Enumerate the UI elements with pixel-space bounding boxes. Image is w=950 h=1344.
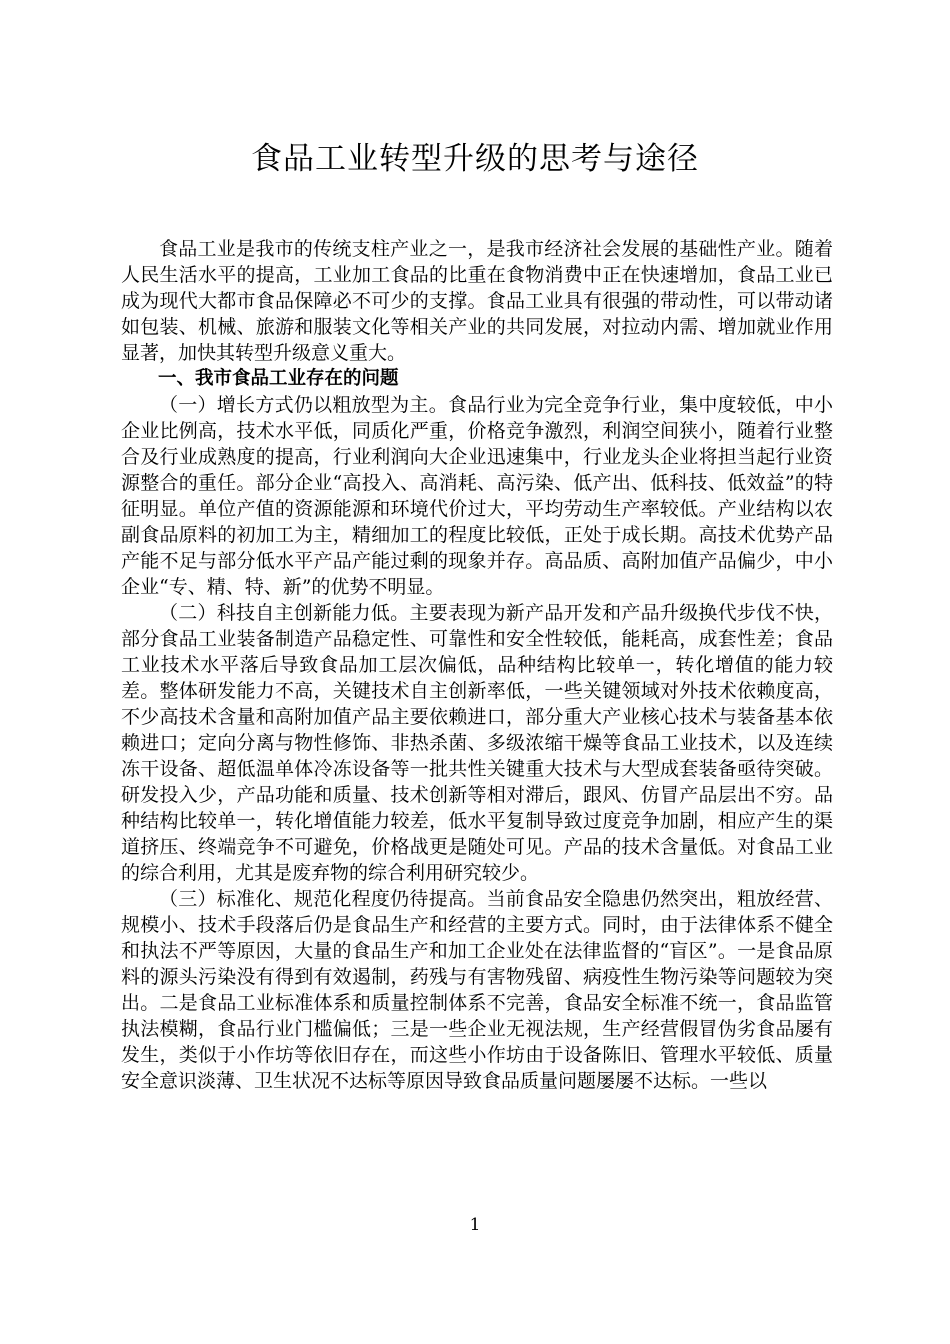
subsection-1-lead: （一）增长方式仍以粗放型为主。 (159, 394, 448, 416)
subsection-3-paragraph (121, 886, 833, 1094)
subsection-2-lead: （二）科技自主创新能力低。 (159, 602, 410, 624)
subsection-2-text: 主要表现为新产品开发和产品升级换代步伐不快，部分食品工业装备制造产品稳定性、可靠性和安全性较低，能耗高，成套性差；食品工业技术水平落后导致食品加工层次偏低，品种结构比较单一，转化增值的能力较差。整体研发能力不高，关键技术自主创新率低，一些关键领域对外技术依赖度高，不少高技术含量和高附加值产品主要依赖进口，部分重大产业核心技术与装备基本依赖进口；定向分离与物性修饰、非热杀菌、多级浓缩干燥等食品工业技术，以及连续冻干设备、超低温单体冷冻设备等一批共性关键重大技术与大型成套装备亟待突破。研发投入少，产品功能和质量、技术创新等相对滞后，跟风、仿冒产品层出不穷。品种结构比较单一，转化增值能力较差，低水平复制导致过度竞争加剧，相应产生的渠道挤压、终端竞争不可避免，价格战更是随处可见。产品的技术含量低。对食品工业的综合利用，尤其是废弃物的综合利用研究较少。 (121, 602, 833, 884)
document-body (121, 236, 833, 1094)
document-title: 食品工业转型升级的思考与途径 (251, 141, 699, 177)
subsection-2-paragraph (121, 600, 833, 886)
subsection-1-text: 食品行业为完全竞争行业，集中度较低，中小企业比例高，技术水平低，同质化严重，价格竞争激烈，利润空间狭小，随着行业整合及行业成熟度的提高，行业利润向大企业迅速集中，行业龙头企业将担当起行业资源整合的重任。部分企业“高投入、高消耗、高污染、低产出、低科技、低效益”的特征明显。单位产值的资源能源和环境代价过大，平均劳动生产率较低。产业结构以农副食品原料的初加工为主，精细加工的程度比较低，正处于成长期。高技术优势产品产能不足与部分低水平产品产能过剩的现象并存。高品质、高附加值产品偏少，中小企业“专、精、特、新”的优势不明显。 (121, 394, 833, 598)
subsection-3-lead: （三）标准化、规范化程度仍待提高。 (159, 888, 487, 910)
page-number: 1 (469, 1215, 481, 1235)
subsection-1-paragraph (121, 392, 833, 600)
intro-paragraph: 食品工业是我市的传统支柱产业之一，是我市经济社会发展的基础性产业。随着人民生活水平的提高，工业加工食品的比重在食物消费中正在快速增加，食品工业已成为现代大都市食品保障必不可少的支撑。食品工业具有很强的带动性，可以带动诸如包装、机械、旅游和服装文化等相关产业的共同发展，对拉动内需、增加就业作用显著，加快其转型升级意义重大。 (121, 238, 833, 364)
section-heading: 一、我市食品工业存在的问题 (158, 368, 399, 389)
subsection-3-text: 当前食品安全隐患仍然突出，粗放经营、规模小、技术手段落后仍是食品生产和经营的主要方式。同时，由于法律体系不健全和执法不严等原因，大量的食品生产和加工企业处在法律监督的“盲区”。一是食品原料的源头污染没有得到有效遏制，药残与有害物残留、病疫性生物污染等问题较为突出。二是食品工业标准体系和质量控制体系不完善，食品安全标准不统一，食品监管执法模糊，食品行业门槛偏低；三是一些企业无视法规，生产经营假冒伪劣食品屡有发生，类似于小作坊等依旧存在，而这些小作坊由于设备陈旧、管理水平较低、质量安全意识淡薄、卫生状况不达标等原因导致食品质量问题屡屡不达标。一些以 (121, 888, 833, 1092)
